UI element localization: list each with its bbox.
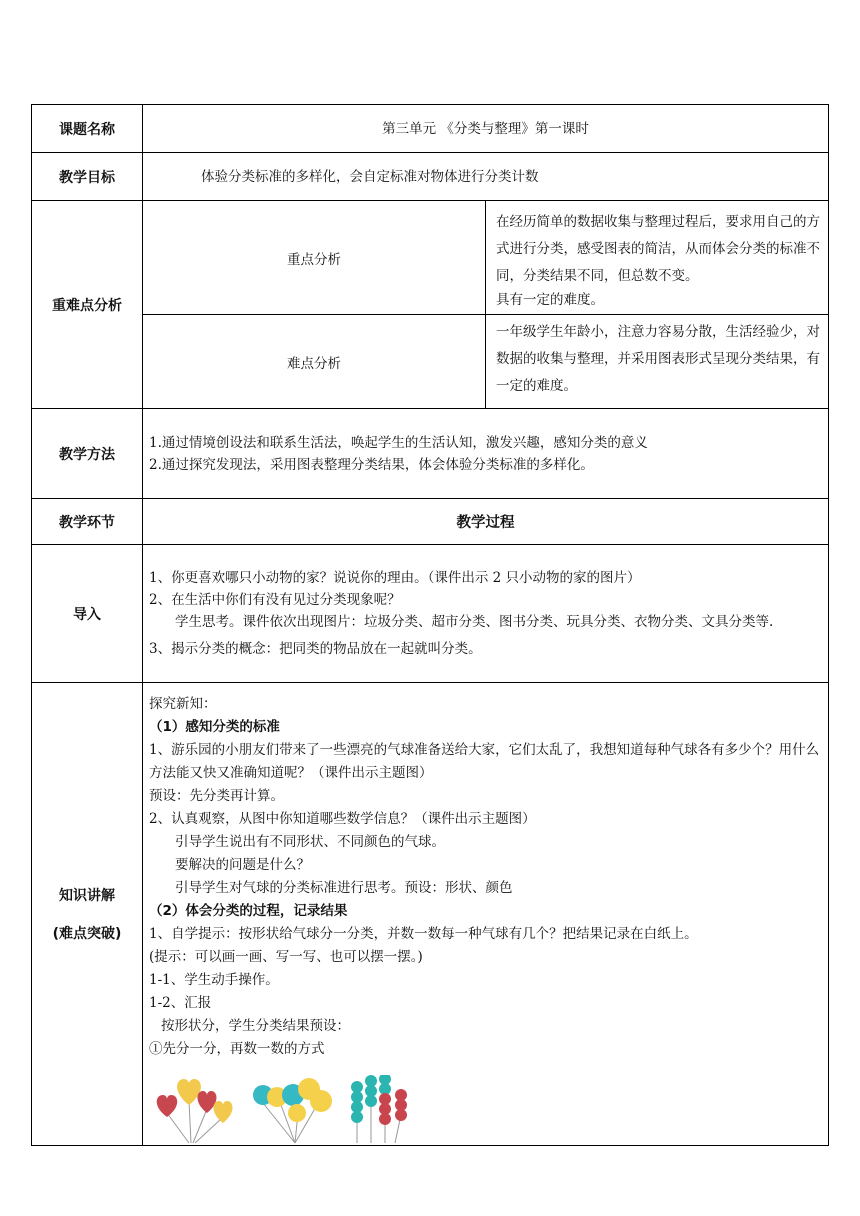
row-goal (32, 153, 829, 201)
intro-label: 导入 (32, 545, 143, 683)
key-analysis-label: 重点分析 (143, 201, 486, 315)
method-text (143, 409, 829, 499)
method-line1: 1.通过情境创设法和联系生活法，唤起学生的生活认知，激发兴趣，感知分类的意义 (149, 434, 648, 451)
hard-analysis-label: 难点分析 (143, 315, 486, 409)
goal-value: 体验分类标准的多样化，会自定标准对物体进行分类计数 (143, 153, 829, 201)
knowledge-label (32, 683, 143, 1146)
row-intro (32, 545, 829, 683)
knowledge-heading-1: （1）感知分类的标准 (149, 719, 280, 735)
knowledge-line: 引导学生说出有不同形状、不同颜色的气球。 (175, 834, 445, 850)
key-analysis-line1: 在经历简单的数据收集与整理过程后，要求用自己的方式进行分类，感受图表的简洁，从而体会分类的标准不同，分类结果不同，但总数不变。 (496, 214, 820, 284)
row-topic (32, 105, 829, 153)
row-header (32, 499, 829, 545)
knowledge-line: 1、自学提示：按形状给气球分一分类，并数一数每一种气球有几个？把结果记录在白纸上。 (149, 926, 698, 942)
knowledge-line: 1、游乐园的小朋友们带来了一些漂亮的气球准备送给大家，它们太乱了，我想知道每种气球各有多少个？用什么方法能又快又准确知道呢？（课件出示主题图） (149, 742, 820, 781)
knowledge-text (143, 683, 829, 1146)
knowledge-line: 预设：先分类再计算。 (149, 788, 284, 804)
intro-text (143, 545, 829, 683)
intro-line4: 3、揭示分类的概念：把同类的物品放在一起就叫分类。 (149, 641, 482, 657)
intro-line2: 2、在生活中你们有没有见过分类现象呢？ (149, 592, 401, 608)
row-hard-analysis (32, 315, 829, 409)
knowledge-line: (提示：可以画一画、写一写、也可以摆一摆。) (149, 949, 423, 965)
knowledge-heading-2: （2）体会分类的过程，记录结果 (149, 903, 348, 919)
knowledge-label-main: 知识讲解 (59, 888, 115, 904)
topic-value: 第三单元 《分类与整理》第一课时 (143, 105, 829, 153)
row-key-analysis (32, 201, 829, 315)
row-method (32, 409, 829, 499)
analysis-label: 重难点分析 (32, 201, 143, 409)
topic-label: 课题名称 (32, 105, 143, 153)
key-analysis-line2: 具有一定的难度。 (496, 292, 604, 308)
hard-analysis-text: 一年级学生年龄小，注意力容易分散，生活经验少，对数据的收集与整理，并采用图表形式呈现分类结果，有一定的难度。 (486, 315, 829, 409)
knowledge-line: 1-2、汇报 (149, 995, 212, 1011)
knowledge-line: 按形状分，学生分类结果预设： (161, 1018, 350, 1034)
balloon-illustrations (149, 1075, 820, 1145)
knowledge-line: 2、认真观察，从图中你知道哪些数学信息？（课件出示主题图） (149, 811, 536, 827)
header-label: 教学环节 (32, 499, 143, 545)
method-line2: 2.通过探究发现法，采用图表整理分类结果，体会体验分类标准的多样化。 (149, 456, 594, 473)
knowledge-line: ①先分一分，再数一数的方式 (149, 1041, 325, 1057)
lesson-plan-table (31, 104, 829, 1146)
goal-label: 教学目标 (32, 153, 143, 201)
intro-line3: 学生思考。课件依次出现图片：垃圾分类、超市分类、图书分类、玩具分类、衣物分类、文具分类等. (175, 614, 774, 630)
key-analysis-text (486, 201, 829, 315)
method-label: 教学方法 (32, 409, 143, 499)
round-balloons-image (251, 1075, 339, 1145)
knowledge-line: 探究新知： (149, 696, 217, 712)
header-value: 教学过程 (143, 499, 829, 545)
knowledge-line: 引导学生对气球的分类标准进行思考。预设：形状、颜色 (175, 880, 513, 896)
intro-line1: 1、你更喜欢哪只小动物的家？说说你的理由。（课件出示 2 只小动物的家的图片） (149, 570, 641, 586)
long-balloons-image (345, 1075, 415, 1145)
knowledge-line: 要解决的问题是什么？ (175, 857, 310, 873)
knowledge-label-sub: (难点突破) (52, 926, 122, 942)
knowledge-line: 1-1、学生动手操作。 (149, 972, 279, 988)
row-knowledge (32, 683, 829, 1146)
heart-balloons-image (149, 1075, 241, 1145)
